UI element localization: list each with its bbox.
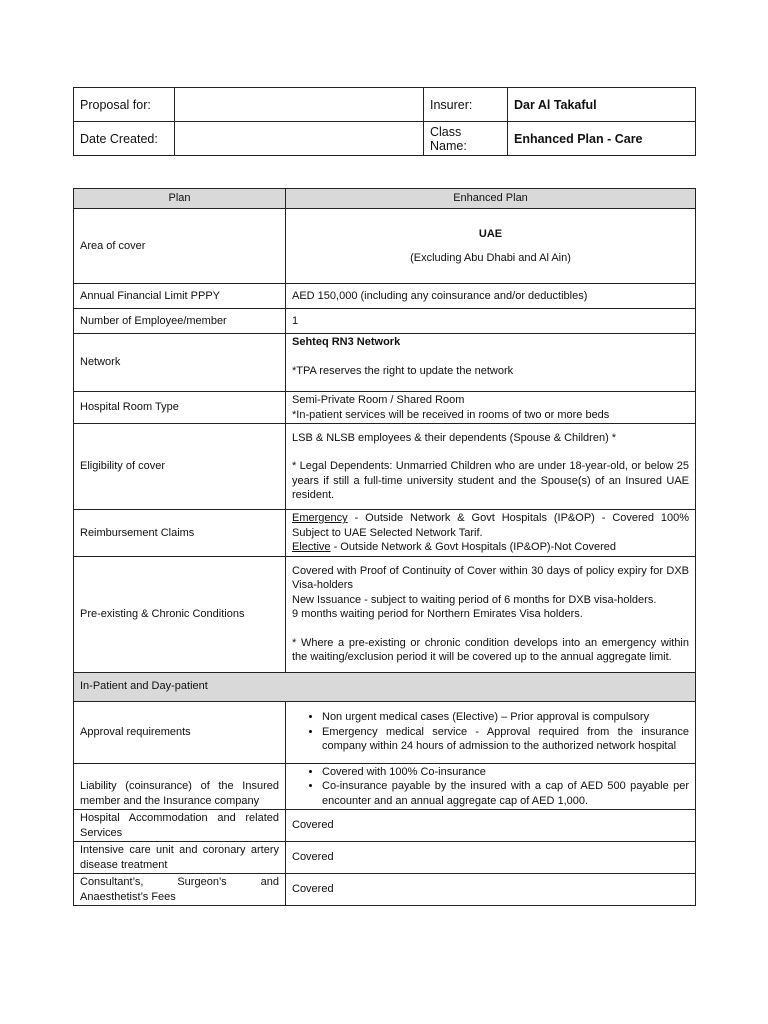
consultant-fees-value: Covered	[286, 874, 696, 906]
table-row	[74, 810, 696, 842]
table-row	[74, 209, 696, 284]
table-row	[74, 763, 696, 810]
plan-column-header: Plan	[74, 189, 286, 209]
area-country: UAE	[478, 227, 503, 240]
room-type-value	[286, 392, 696, 424]
consultant-fees-text: Consultant’s, Surgeon’s and Anaesthetist’s Fees	[80, 876, 279, 903]
network-note: *TPA reserves the right to update the network	[292, 364, 514, 377]
icu-value: Covered	[286, 842, 696, 874]
proposal-header-table	[73, 87, 696, 156]
members-value: 1	[286, 309, 696, 334]
proposal-for-value	[175, 88, 424, 122]
preexisting-value	[286, 556, 696, 672]
area-exclusion: (Excluding Abu Dhabi and Al Ain)	[410, 252, 571, 264]
accommodation-value: Covered	[286, 810, 696, 842]
network-label: Network	[74, 334, 286, 392]
approval-item: • Non urgent medical cases (Elective) – Prior approval is compulsory	[322, 710, 689, 725]
liability-label: Liability (coinsurance) of the Insured member and the Insurance company	[74, 763, 286, 810]
table-row	[74, 284, 696, 309]
proposal-for-label: Proposal for:	[74, 88, 175, 122]
class-name-label: Class Name:	[424, 122, 508, 156]
accommodation-label: Hospital Accommodation and related Services	[74, 810, 286, 842]
preexisting-northern-emirates: 9 months waiting period for Northern Emirates Visa holders.	[292, 608, 583, 620]
class-name-value: Enhanced Plan - Care	[508, 122, 696, 156]
table-row	[74, 874, 696, 906]
table-row	[74, 842, 696, 874]
room-type-label: Hospital Room Type	[74, 392, 286, 424]
network-name: Sehteq RN3 Network	[292, 336, 401, 348]
preexisting-emergency-note: * Where a pre-existing or chronic condition develops into an emergency within the waiting/exclusion period it will be covered up to the annual aggregate limit.	[292, 636, 689, 663]
benefits-table	[73, 188, 696, 906]
eligibility-value	[286, 424, 696, 510]
members-label: Number of Employee/member	[74, 309, 286, 334]
liability-item: • Co-insurance payable by the insured with a cap of AED 500 payable per encounter and an annual aggregate cap of AED 1,000.	[322, 779, 689, 808]
table-row	[74, 556, 696, 672]
table-row	[74, 510, 696, 557]
table-row	[74, 701, 696, 763]
insurer-value: Dar Al Takaful	[508, 88, 696, 122]
room-type-line: Semi-Private Room / Shared Room	[292, 394, 465, 406]
icu-label: Intensive care unit and coronary artery disease treatment	[74, 842, 286, 874]
liability-value	[286, 763, 696, 810]
section-row	[74, 672, 696, 701]
table-row	[74, 424, 696, 510]
area-of-cover-label: Area of cover	[74, 209, 286, 284]
liability-list	[292, 765, 689, 809]
reimbursement-elective	[292, 540, 689, 555]
consultant-fees-label	[74, 874, 286, 906]
room-type-note: *In-patient services will be received in rooms of two or more beds	[292, 408, 610, 421]
preexisting-continuity: Covered with Proof of Continuity of Cover within 30 days of policy expiry for DXB Visa-holders	[292, 564, 689, 591]
eligibility-note: * Legal Dependents: Unmarried Children who are under 18-year-old, or below 25 years if still a full-time university student and the Spouse(s) of an Insured UAE resident.	[292, 460, 689, 501]
table-row	[74, 392, 696, 424]
date-created-value	[175, 122, 424, 156]
emergency-text: - Outside Network & Govt Hospitals (IP&OP) - Covered 100% Subject to UAE Selected Network Tarif.	[292, 512, 689, 539]
annual-limit-label: Annual Financial Limit PPPY	[74, 284, 286, 309]
elective-term: Elective	[292, 541, 331, 553]
enhanced-plan-column-header: Enhanced Plan	[286, 189, 696, 209]
eligibility-line: LSB & NLSB employees & their dependents (Spouse & Children) *	[292, 431, 617, 444]
table-row	[74, 334, 696, 392]
approval-list	[292, 710, 689, 754]
reimbursement-value	[286, 510, 696, 557]
table-row	[74, 309, 696, 334]
network-value	[286, 334, 696, 392]
approval-value	[286, 701, 696, 763]
eligibility-label: Eligibility of cover	[74, 424, 286, 510]
inpatient-section-title: In-Patient and Day-patient	[74, 672, 696, 701]
preexisting-new-issuance: New Issuance - subject to waiting period of 6 months for DXB visa-holders.	[292, 593, 657, 606]
insurer-label: Insurer:	[424, 88, 508, 122]
preexisting-label: Pre-existing & Chronic Conditions	[74, 556, 286, 672]
emergency-term: Emergency	[292, 512, 348, 524]
annual-limit-value: AED 150,000 (including any coinsurance and/or deductibles)	[286, 284, 696, 309]
date-created-label: Date Created:	[74, 122, 175, 156]
area-of-cover-value	[286, 209, 696, 284]
elective-text: - Outside Network & Govt Hospitals (IP&OP)-Not Covered	[330, 541, 617, 553]
approval-item: • Emergency medical service - Approval required from the insurance company within 24 hours of admission to the authorized network hospital	[322, 725, 689, 754]
reimbursement-label: Reimbursement Claims	[74, 510, 286, 557]
reimbursement-emergency	[292, 511, 689, 540]
approval-label: Approval requirements	[74, 701, 286, 763]
liability-item: • Covered with 100% Co-insurance	[322, 765, 689, 780]
